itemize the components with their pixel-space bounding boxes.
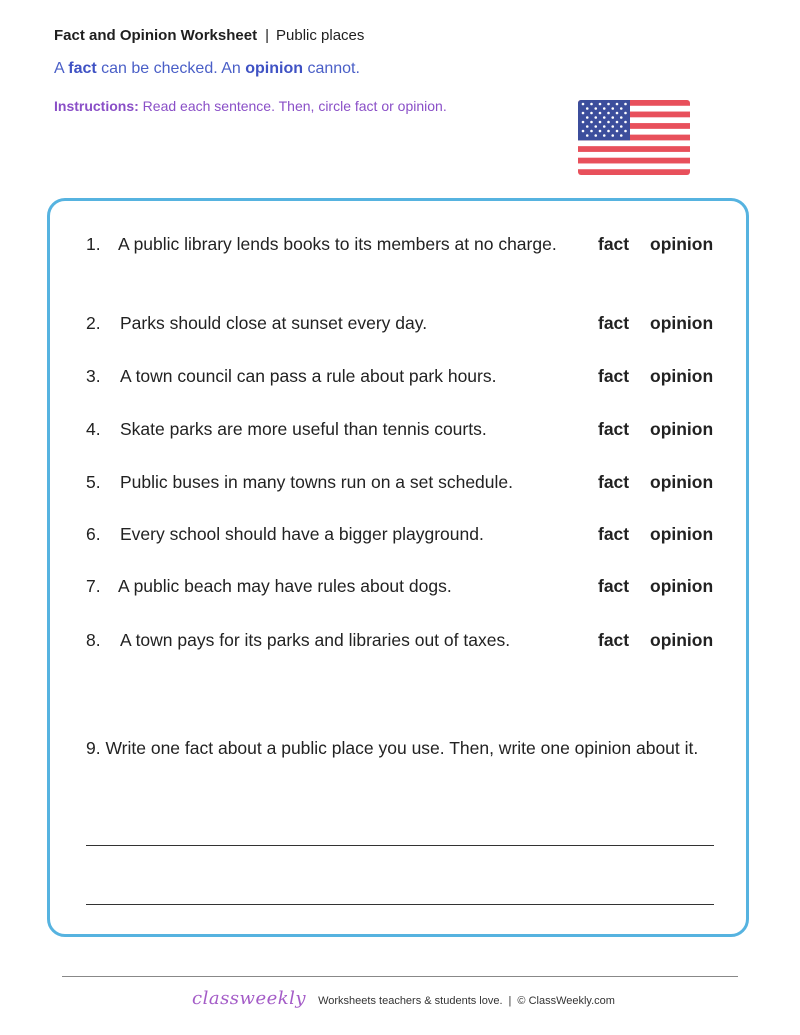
question-number: 6. (86, 524, 101, 544)
definition-line (54, 60, 360, 78)
opinion-option[interactable]: opinion (650, 472, 714, 492)
instructions (54, 98, 447, 114)
us-flag-icon (578, 100, 690, 175)
opinion-option[interactable]: opinion (650, 630, 714, 650)
definition-text-2: can be checked. An (96, 60, 246, 77)
questions-card (47, 198, 749, 937)
instructions-text: Read each sentence. Then, circle fact or opinion. (138, 98, 447, 114)
question-text: Skate parks are more useful than tennis courts. (120, 419, 487, 439)
fact-option[interactable]: fact (598, 313, 630, 333)
footer-tagline: Worksheets teachers & students love. (318, 995, 503, 1007)
question-number: 4. (86, 419, 101, 439)
question-number: 8. (86, 630, 101, 650)
worksheet-title: Fact and Opinion Worksheet (54, 27, 258, 44)
page-title (54, 27, 364, 44)
answer-line-1[interactable] (86, 845, 714, 846)
fact-option[interactable]: fact (598, 472, 630, 492)
definition-opinion-word: opinion (245, 60, 303, 77)
question-text: A public beach may have rules about dogs. (118, 576, 452, 596)
opinion-option[interactable]: opinion (650, 234, 714, 254)
fact-option[interactable]: fact (598, 630, 630, 650)
question-text: A public library lends books to its members at no charge. (118, 234, 557, 254)
question-text: Parks should close at sunset every day. (120, 313, 428, 333)
footer-separator: | (508, 995, 512, 1007)
footer (192, 988, 615, 1009)
question-text: Every school should have a bigger playground. (120, 524, 484, 544)
question-text: A town council can pass a rule about park hours. (120, 366, 497, 386)
definition-fact-word: fact (68, 60, 97, 77)
question-text: A town pays for its parks and libraries out of taxes. (120, 630, 511, 650)
opinion-option[interactable]: opinion (650, 313, 714, 333)
instructions-label: Instructions: (54, 98, 139, 114)
question-number: 3. (86, 366, 101, 386)
fact-option[interactable]: fact (598, 524, 630, 544)
footer-divider (62, 976, 738, 977)
title-separator: | (265, 27, 269, 44)
question-number: 2. (86, 313, 101, 333)
question-text: Public buses in many towns run on a set schedule. (120, 472, 513, 492)
opinion-option[interactable]: opinion (650, 524, 714, 544)
question-number: 5. (86, 472, 101, 492)
fact-option[interactable]: fact (598, 366, 630, 386)
fact-option[interactable]: fact (598, 419, 630, 439)
worksheet-topic: Public places (276, 27, 365, 44)
question-number: 1. (86, 234, 101, 254)
brand-logo: classweekly (192, 988, 307, 1009)
definition-text-1: A (54, 60, 69, 77)
fact-option[interactable]: fact (598, 576, 630, 596)
question-number: 7. (86, 576, 101, 596)
opinion-option[interactable]: opinion (650, 576, 714, 596)
open-question: 9. Write one fact about a public place you use. Then, write one opinion about it. (86, 738, 699, 758)
opinion-option[interactable]: opinion (650, 366, 714, 386)
fact-option[interactable]: fact (598, 234, 630, 254)
answer-line-2[interactable] (86, 904, 714, 905)
definition-text-3: cannot. (303, 60, 360, 77)
opinion-option[interactable]: opinion (650, 419, 714, 439)
footer-copyright: © ClassWeekly.com (517, 995, 615, 1007)
